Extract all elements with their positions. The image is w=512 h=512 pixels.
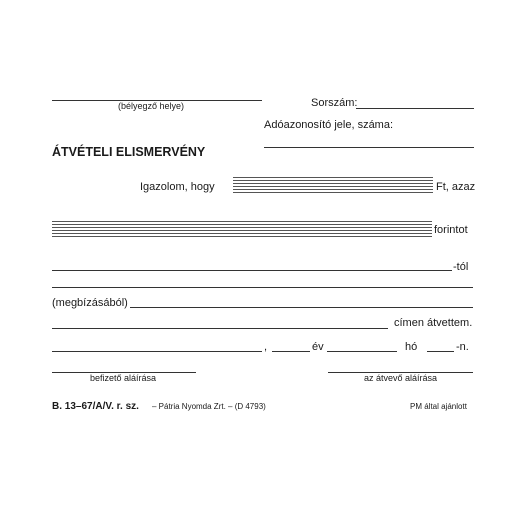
day-field[interactable] [427,351,454,352]
tax-id-label: Adóazonosító jele, száma: [264,119,394,131]
day-suffix: -n. [456,341,469,353]
currency-suffix: Ft, azaz [436,181,476,193]
month-label: hó [405,341,418,353]
certify-label: Igazolom, hogy [140,181,215,193]
payer-signature-label: befizető aláírása [90,373,157,383]
address-field[interactable] [52,328,388,329]
from-field-2[interactable] [52,287,473,288]
on-behalf-label: (megbízásából) [52,297,128,309]
year-label: év [312,341,324,353]
amount-words-suffix: forintot [434,224,468,236]
serial-label: Sorszám: [311,97,358,109]
amount-figures-field[interactable] [233,177,433,195]
received-at-address-label: címen átvettem. [394,317,473,329]
printer-info: – Pátria Nyomda Zrt. – (D 4793) [152,402,266,411]
year-field[interactable] [272,351,310,352]
recommended-note: PM által ajánlott [410,402,467,411]
month-field[interactable] [327,351,397,352]
amount-words-field[interactable] [52,221,432,239]
serial-field[interactable] [356,108,474,109]
recipient-signature-label: az átvevő aláírása [364,373,438,383]
form-code: B. 13–67/A/V. r. sz. [52,401,139,412]
comma: , [264,341,268,353]
from-field[interactable] [52,270,452,271]
tax-id-field[interactable] [264,147,474,148]
on-behalf-field[interactable] [130,307,473,308]
form-title: ÁTVÉTELI ELISMERVÉNY [52,145,206,159]
stamp-place-label: (bélyegző helye) [118,101,185,111]
place-field[interactable] [52,351,262,352]
from-suffix: -tól [453,261,469,273]
